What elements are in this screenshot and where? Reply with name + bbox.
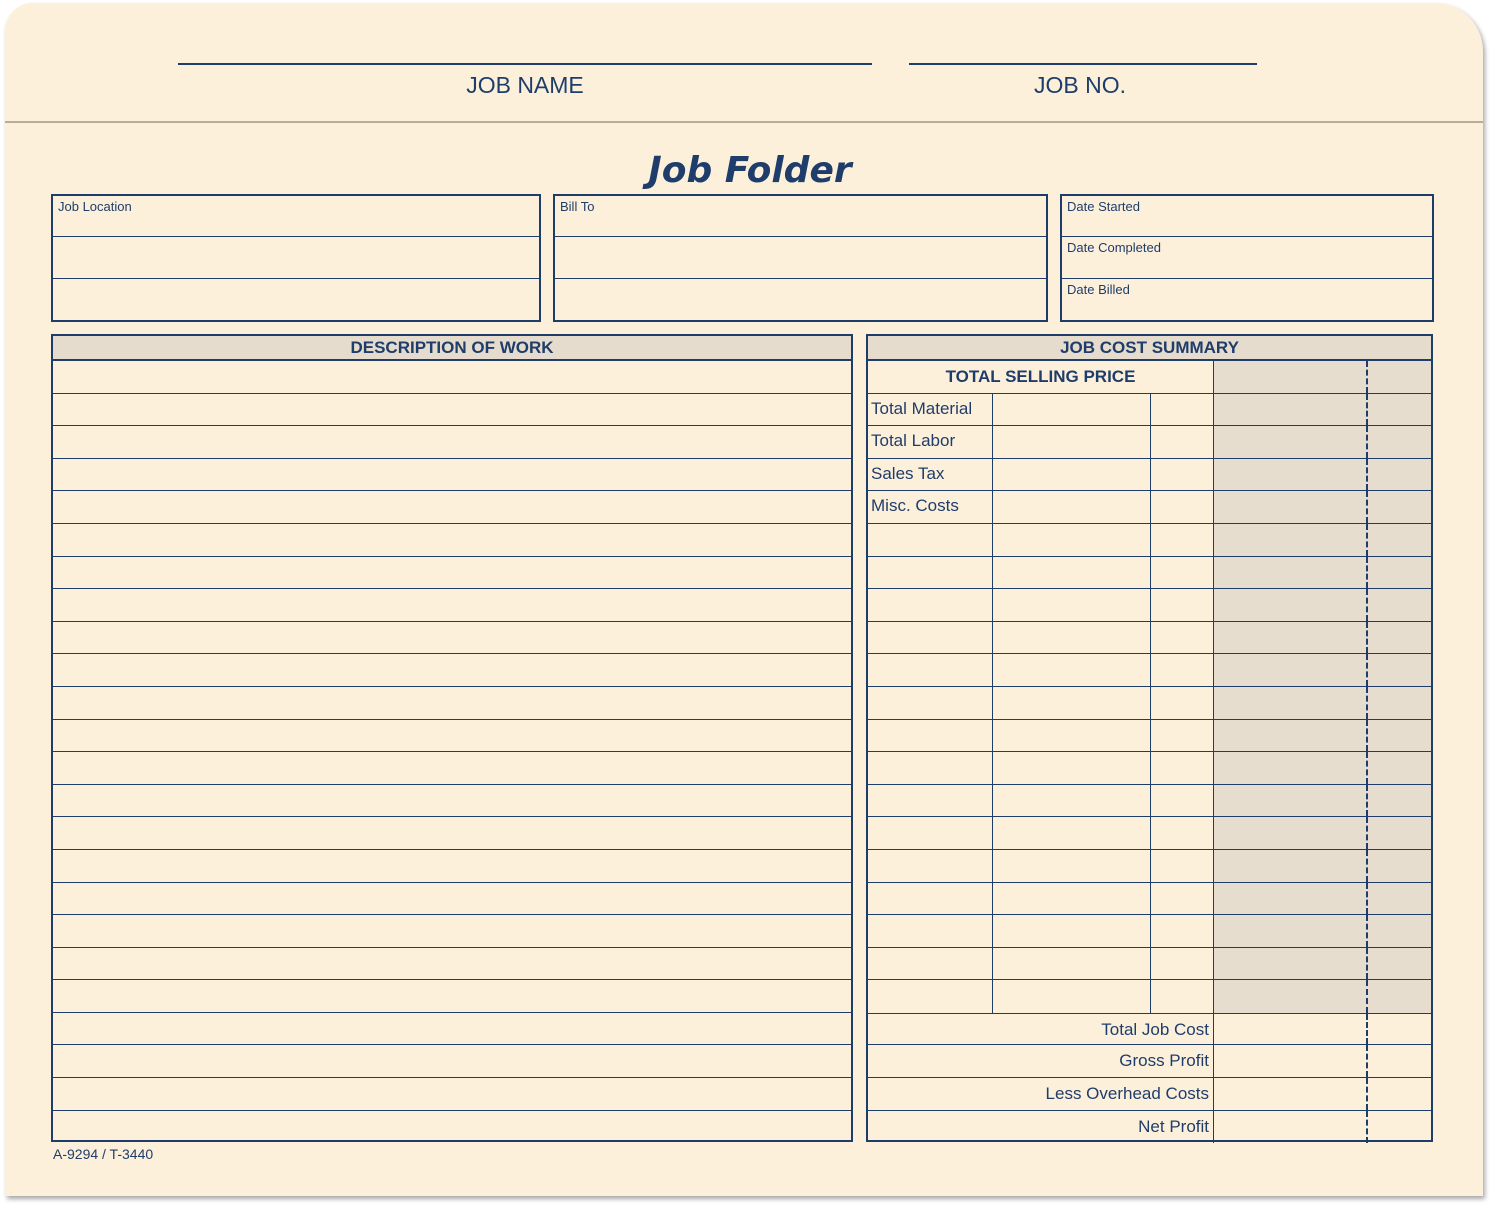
cents-cell[interactable] — [1368, 850, 1431, 882]
description-line[interactable] — [53, 524, 851, 557]
cents-cell[interactable] — [1368, 524, 1431, 556]
cost-row[interactable] — [868, 915, 1431, 948]
detail-cell[interactable] — [1151, 850, 1214, 882]
cost-row[interactable] — [868, 557, 1431, 590]
amount-cell[interactable] — [1214, 1078, 1368, 1110]
amount-cell[interactable] — [1214, 817, 1368, 849]
cents-cell[interactable] — [1368, 491, 1431, 523]
description-line[interactable] — [53, 491, 851, 524]
cents-cell[interactable] — [1368, 1078, 1431, 1110]
detail-cell[interactable] — [1151, 589, 1214, 621]
detail-cell[interactable] — [993, 459, 1151, 491]
cost-row[interactable] — [868, 720, 1431, 753]
job-name-line[interactable] — [178, 63, 872, 65]
detail-cell[interactable] — [1151, 980, 1214, 1013]
description-line[interactable] — [53, 361, 851, 394]
description-line[interactable] — [53, 589, 851, 622]
date-completed-field[interactable]: Date Completed — [1062, 237, 1432, 278]
total-row[interactable] — [868, 1111, 1431, 1144]
total-label: Net Profit — [868, 1111, 1214, 1144]
description-line[interactable] — [53, 459, 851, 492]
description-line[interactable] — [53, 817, 851, 850]
bill-to-line[interactable] — [555, 237, 1046, 278]
description-line[interactable] — [53, 1111, 851, 1144]
cents-cell[interactable] — [1368, 687, 1431, 719]
cents-cell[interactable] — [1368, 817, 1431, 849]
description-line[interactable] — [53, 883, 851, 916]
detail-cell[interactable] — [993, 720, 1151, 752]
cents-cell[interactable] — [1368, 1045, 1431, 1077]
job-no-label: JOB NO. — [1033, 72, 1126, 98]
bill-to-line[interactable] — [555, 279, 1046, 320]
job-location-line[interactable] — [53, 279, 539, 320]
detail-cell[interactable] — [993, 948, 1151, 980]
cost-row[interactable] — [868, 752, 1431, 785]
detail-cell[interactable] — [1151, 785, 1214, 817]
cost-item-label — [868, 817, 993, 849]
selling-price-label: TOTAL SELLING PRICE — [868, 361, 1214, 393]
cents-cell[interactable] — [1368, 459, 1431, 491]
total-row[interactable] — [868, 1013, 1431, 1046]
job-cost-summary-heading: JOB COST SUMMARY — [868, 336, 1431, 361]
detail-cell[interactable] — [1151, 459, 1214, 491]
cost-item-label — [868, 654, 993, 686]
folder-tab-edge — [5, 121, 1483, 123]
amount-cell[interactable] — [1214, 524, 1368, 556]
detail-cell[interactable] — [1151, 752, 1214, 784]
total-label: Gross Profit — [868, 1045, 1214, 1077]
cost-item-label: Total Material — [868, 394, 993, 426]
detail-cell[interactable] — [1151, 622, 1214, 654]
amount-cell[interactable] — [1214, 1111, 1368, 1144]
cost-row[interactable] — [868, 394, 1431, 427]
cents-cell[interactable] — [1368, 426, 1431, 458]
description-table — [51, 334, 853, 1142]
cost-row[interactable] — [868, 524, 1431, 557]
job-name-label: JOB NAME — [466, 72, 584, 98]
cost-row[interactable] — [868, 980, 1431, 1013]
cost-item-label — [868, 752, 993, 784]
description-line[interactable] — [53, 557, 851, 590]
detail-cell[interactable] — [1151, 491, 1214, 523]
amount-cell[interactable] — [1214, 752, 1368, 784]
total-row[interactable] — [868, 1078, 1431, 1111]
date-started-field[interactable]: Date Started — [1062, 196, 1432, 237]
bill-to-label: Bill To — [555, 196, 1046, 237]
detail-cell[interactable] — [1151, 426, 1214, 458]
detail-cell[interactable] — [993, 883, 1151, 915]
cents-cell[interactable] — [1368, 361, 1431, 393]
cost-item-label — [868, 980, 993, 1013]
detail-cell[interactable] — [1151, 654, 1214, 686]
total-label: Total Job Cost — [868, 1014, 1214, 1045]
cost-row[interactable] — [868, 622, 1431, 655]
detail-cell[interactable] — [993, 622, 1151, 654]
cents-cell[interactable] — [1368, 1014, 1431, 1045]
cents-cell[interactable] — [1368, 557, 1431, 589]
dates-box[interactable] — [1060, 194, 1434, 322]
job-no-line[interactable] — [909, 63, 1257, 65]
detail-cell[interactable] — [993, 915, 1151, 947]
cost-row[interactable] — [868, 687, 1431, 720]
detail-cell[interactable] — [993, 394, 1151, 426]
description-line[interactable] — [53, 426, 851, 459]
cost-row[interactable] — [868, 883, 1431, 916]
detail-cell[interactable] — [993, 654, 1151, 686]
cost-row[interactable] — [868, 850, 1431, 883]
cost-item-label: Misc. Costs — [868, 491, 993, 523]
cost-item-label — [868, 720, 993, 752]
description-line[interactable] — [53, 687, 851, 720]
form-number: A-9294 / T-3440 — [53, 1146, 154, 1162]
description-line[interactable] — [53, 850, 851, 883]
detail-cell[interactable] — [993, 687, 1151, 719]
amount-cell[interactable] — [1214, 557, 1368, 589]
amount-cell[interactable] — [1214, 491, 1368, 523]
cost-row[interactable] — [868, 948, 1431, 981]
amount-cell[interactable] — [1214, 654, 1368, 686]
cents-cell[interactable] — [1368, 1111, 1431, 1144]
description-line[interactable] — [53, 622, 851, 655]
description-line[interactable] — [53, 1078, 851, 1111]
amount-cell[interactable] — [1214, 622, 1368, 654]
cost-row[interactable] — [868, 426, 1431, 459]
cost-row[interactable] — [868, 589, 1431, 622]
amount-cell[interactable] — [1214, 426, 1368, 458]
cost-item-label — [868, 883, 993, 915]
cents-cell[interactable] — [1368, 915, 1431, 947]
total-label: Less Overhead Costs — [868, 1078, 1214, 1110]
description-line[interactable] — [53, 720, 851, 753]
amount-cell[interactable] — [1214, 687, 1368, 719]
cost-item-label — [868, 622, 993, 654]
detail-cell[interactable] — [993, 524, 1151, 556]
cents-cell[interactable] — [1368, 785, 1431, 817]
amount-cell[interactable] — [1214, 361, 1368, 393]
detail-cell[interactable] — [993, 752, 1151, 784]
amount-cell[interactable] — [1214, 589, 1368, 621]
cost-item-label — [868, 557, 993, 589]
detail-cell[interactable] — [1151, 883, 1214, 915]
description-line[interactable] — [53, 1013, 851, 1046]
detail-cell[interactable] — [1151, 687, 1214, 719]
detail-cell[interactable] — [1151, 557, 1214, 589]
detail-cell[interactable] — [993, 850, 1151, 882]
detail-cell[interactable] — [993, 426, 1151, 458]
amount-cell[interactable] — [1214, 883, 1368, 915]
cost-item-label — [868, 589, 993, 621]
detail-cell[interactable] — [1151, 948, 1214, 980]
description-heading: DESCRIPTION OF WORK — [53, 336, 851, 361]
detail-cell[interactable] — [993, 817, 1151, 849]
form-title: Job Folder — [648, 150, 852, 191]
cost-item-label — [868, 524, 993, 556]
detail-cell[interactable] — [993, 785, 1151, 817]
cents-cell[interactable] — [1368, 883, 1431, 915]
description-line[interactable] — [53, 980, 851, 1013]
cents-cell[interactable] — [1368, 720, 1431, 752]
detail-cell[interactable] — [993, 491, 1151, 523]
detail-cell[interactable] — [1151, 524, 1214, 556]
cost-item-label — [868, 687, 993, 719]
total-row[interactable] — [868, 1045, 1431, 1078]
cost-row[interactable] — [868, 459, 1431, 492]
cents-cell[interactable] — [1368, 589, 1431, 621]
amount-cell[interactable] — [1214, 980, 1368, 1013]
amount-cell[interactable] — [1214, 915, 1368, 947]
selling-price-row[interactable] — [868, 361, 1431, 394]
detail-cell[interactable] — [993, 589, 1151, 621]
description-line[interactable] — [53, 785, 851, 818]
detail-cell[interactable] — [1151, 720, 1214, 752]
cents-cell[interactable] — [1368, 654, 1431, 686]
description-line[interactable] — [53, 654, 851, 687]
cost-item-label — [868, 785, 993, 817]
cost-row[interactable] — [868, 785, 1431, 818]
cents-cell[interactable] — [1368, 394, 1431, 426]
cost-item-label — [868, 948, 993, 980]
cost-item-label — [868, 915, 993, 947]
cents-cell[interactable] — [1368, 980, 1431, 1013]
detail-cell[interactable] — [1151, 394, 1214, 426]
job-location-line[interactable] — [53, 237, 539, 278]
cost-row[interactable] — [868, 654, 1431, 687]
amount-cell[interactable] — [1214, 720, 1368, 752]
amount-cell[interactable] — [1214, 785, 1368, 817]
amount-cell[interactable] — [1214, 1045, 1368, 1077]
job-cost-summary-table — [866, 334, 1433, 1142]
amount-cell[interactable] — [1214, 850, 1368, 882]
detail-cell[interactable] — [993, 557, 1151, 589]
description-line[interactable] — [53, 394, 851, 427]
description-line[interactable] — [53, 915, 851, 948]
detail-cell[interactable] — [1151, 817, 1214, 849]
detail-cell[interactable] — [993, 980, 1151, 1013]
cents-cell[interactable] — [1368, 948, 1431, 980]
description-line[interactable] — [53, 948, 851, 981]
amount-cell[interactable] — [1214, 394, 1368, 426]
description-line[interactable] — [53, 752, 851, 785]
date-billed-field[interactable]: Date Billed — [1067, 281, 1130, 297]
amount-cell[interactable] — [1214, 1014, 1368, 1045]
job-location-box[interactable] — [51, 194, 541, 322]
cost-row[interactable] — [868, 491, 1431, 524]
detail-cell[interactable] — [1151, 915, 1214, 947]
cost-item-label: Total Labor — [868, 426, 993, 458]
amount-cell[interactable] — [1214, 459, 1368, 491]
job-location-label: Job Location — [53, 196, 539, 237]
cost-item-label — [868, 850, 993, 882]
amount-cell[interactable] — [1214, 948, 1368, 980]
description-line[interactable] — [53, 1045, 851, 1078]
cost-item-label: Sales Tax — [868, 459, 993, 491]
cost-row[interactable] — [868, 817, 1431, 850]
bill-to-box[interactable] — [553, 194, 1048, 322]
cents-cell[interactable] — [1368, 752, 1431, 784]
cents-cell[interactable] — [1368, 622, 1431, 654]
